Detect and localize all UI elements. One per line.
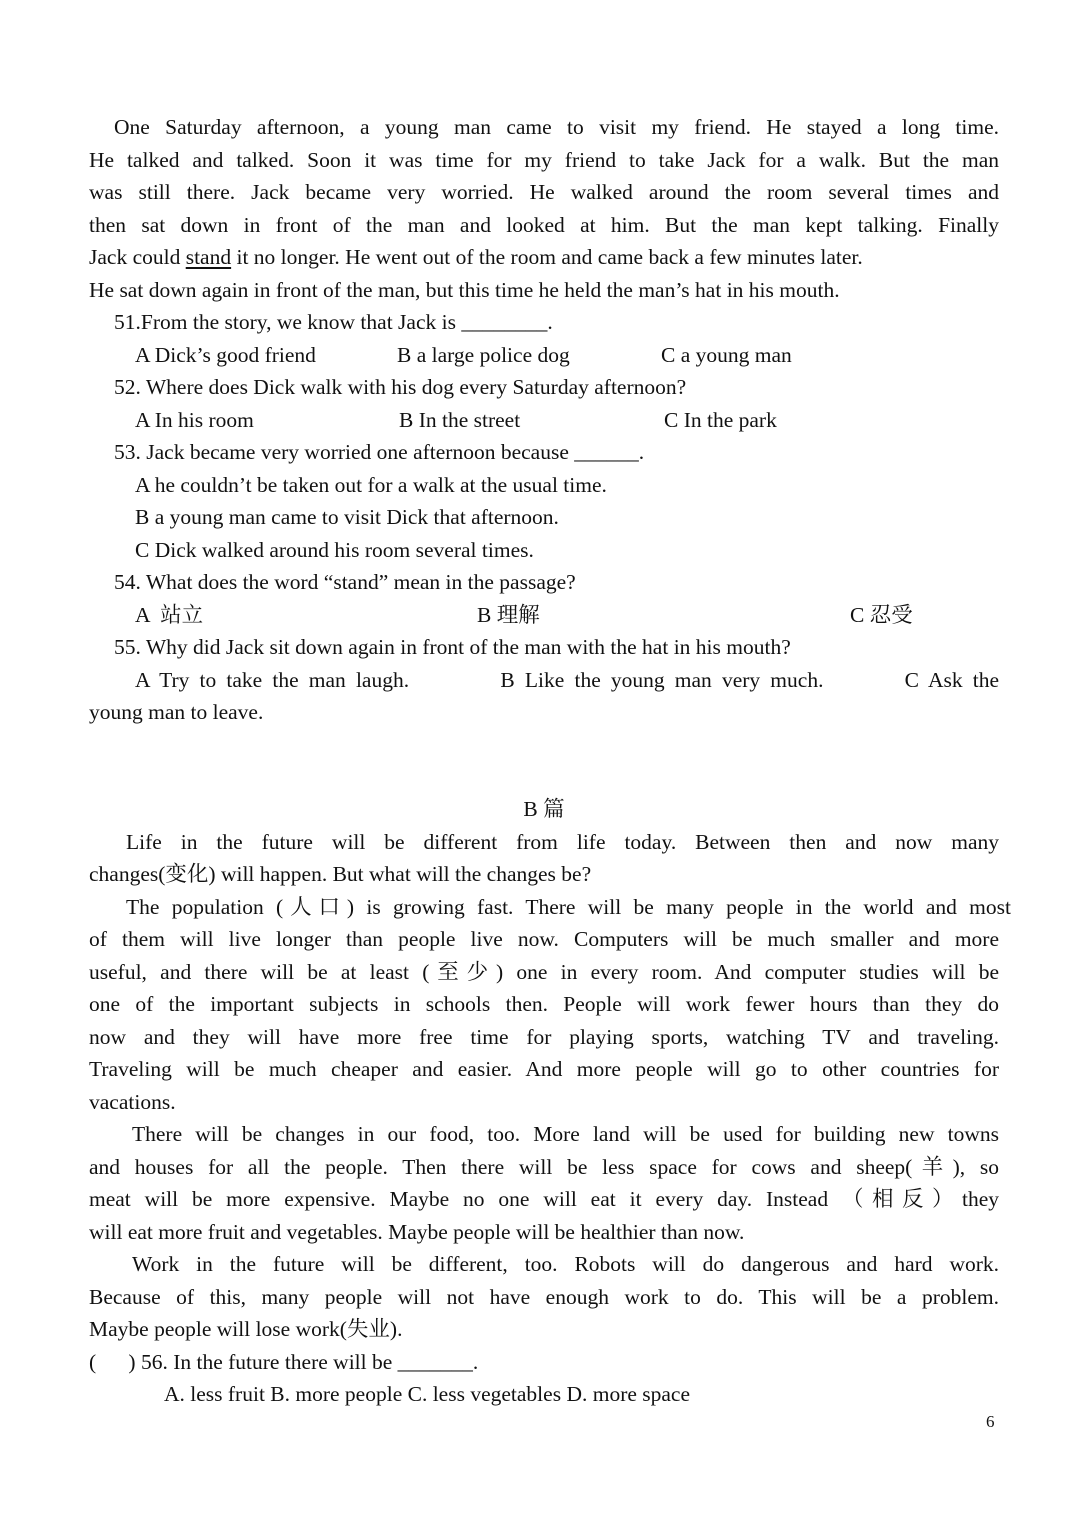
question-54: 54. What does the word “stand” mean in the passage? xyxy=(114,570,576,594)
passage-a-line-1: One Saturday afternoon, a young man came to visit my friend. He stayed a long time. xyxy=(114,115,999,139)
passage-b-line-5: useful, and there will be at least (至少) one in every room. And computer studies will be xyxy=(89,960,999,984)
question-51: 51.From the story, we know that Jack is ________. xyxy=(114,310,553,334)
q52-option-c: C In the park xyxy=(664,408,777,432)
passage-b-line-3: The population (人口) is growing fast. There will be many people in the world and most xyxy=(126,895,1011,919)
passage-a-line-2: He talked and talked. Soon it was time for my friend to take Jack for a walk. But the man xyxy=(89,148,999,172)
passage-b-line-14: Work in the future will be different, too. Robots will do dangerous and hard work. xyxy=(132,1252,999,1276)
passage-b-line-7: now and they will have more free time for playing sports, watching TV and traveling. xyxy=(89,1025,999,1049)
q54-option-a: A 站立 xyxy=(135,603,204,627)
passage-b-line-4: of them will live longer than people live now. Computers will be much smaller and more xyxy=(89,927,999,951)
underlined-word-stand: stand xyxy=(185,245,232,269)
q53-option-a: A he couldn’t be taken out for a walk at the usual time. xyxy=(135,473,607,497)
q51-option-b: B a large police dog xyxy=(397,343,570,367)
passage-a-line-5 xyxy=(89,244,999,270)
q51-option-c: C a young man xyxy=(661,343,792,367)
line5-before: Jack could xyxy=(89,245,186,269)
passage-b-line-15: Because of this, many people will not have enough work to do. This will be a problem. xyxy=(89,1285,999,1309)
question-52: 52. Where does Dick walk with his dog every Saturday afternoon? xyxy=(114,375,687,399)
q55-options-line-1: A Try to take the man laugh. B Like the young man very much. C Ask the xyxy=(135,668,999,692)
line5-after: it no longer. He went out of the room and came back a few minutes later. xyxy=(231,245,863,269)
q56-options: A. less fruit B. more people C. less vegetables D. more space xyxy=(164,1382,691,1406)
q54-option-b: B 理解 xyxy=(477,603,540,627)
passage-b-line-16: Maybe people will lose work(失业). xyxy=(89,1317,403,1341)
q53-option-b: B a young man came to visit Dick that afternoon. xyxy=(135,505,559,529)
q53-option-c: C Dick walked around his room several times. xyxy=(135,538,534,562)
passage-a-line-4: then sat down in front of the man and looked at him. But the man kept talking. Finally xyxy=(89,213,999,237)
page-number: 6 xyxy=(986,1412,995,1431)
q54-option-c: C 忍受 xyxy=(850,603,913,627)
passage-b-title: B 篇 xyxy=(523,797,565,821)
passage-b-line-8: Traveling will be much cheaper and easier. And more people will go to other countries for xyxy=(89,1057,999,1081)
question-53: 53. Jack became very worried one afternoon because ______. xyxy=(114,440,645,464)
passage-b-line-10: There will be changes in our food, too. More land will be used for building new towns xyxy=(132,1122,999,1146)
question-56: ( ) 56. In the future there will be _______. xyxy=(89,1350,479,1374)
q52-option-b: B In the street xyxy=(399,408,521,432)
passage-b-line-12: meat will be more expensive. Maybe no one will eat it every day. Instead （相反）they xyxy=(89,1187,999,1211)
passage-b-line-13: will eat more fruit and vegetables. Maybe people will be healthier than now. xyxy=(89,1220,745,1244)
passage-b-line-9: vacations. xyxy=(89,1090,176,1114)
passage-b-line-1: Life in the future will be different from life today. Between then and now many xyxy=(126,830,999,854)
q52-option-a: A In his room xyxy=(135,408,254,432)
passage-b-line-2: changes(变化) will happen. But what will the changes be? xyxy=(89,862,592,886)
passage-b-line-6: one of the important subjects in schools then. People will work fewer hours than they do xyxy=(89,992,999,1016)
passage-b-line-11: and houses for all the people. Then there will be less space for cows and sheep(羊), so xyxy=(89,1155,999,1179)
passage-a-line-6: He sat down again in front of the man, but this time he held the man’s hat in his mouth. xyxy=(89,278,840,302)
q51-option-a: A Dick’s good friend xyxy=(135,343,316,367)
passage-a-line-3: was still there. Jack became very worried. He walked around the room several times and xyxy=(89,180,999,204)
q55-options-line-2: young man to leave. xyxy=(89,700,264,724)
question-55: 55. Why did Jack sit down again in front of the man with the hat in his mouth? xyxy=(114,635,791,659)
